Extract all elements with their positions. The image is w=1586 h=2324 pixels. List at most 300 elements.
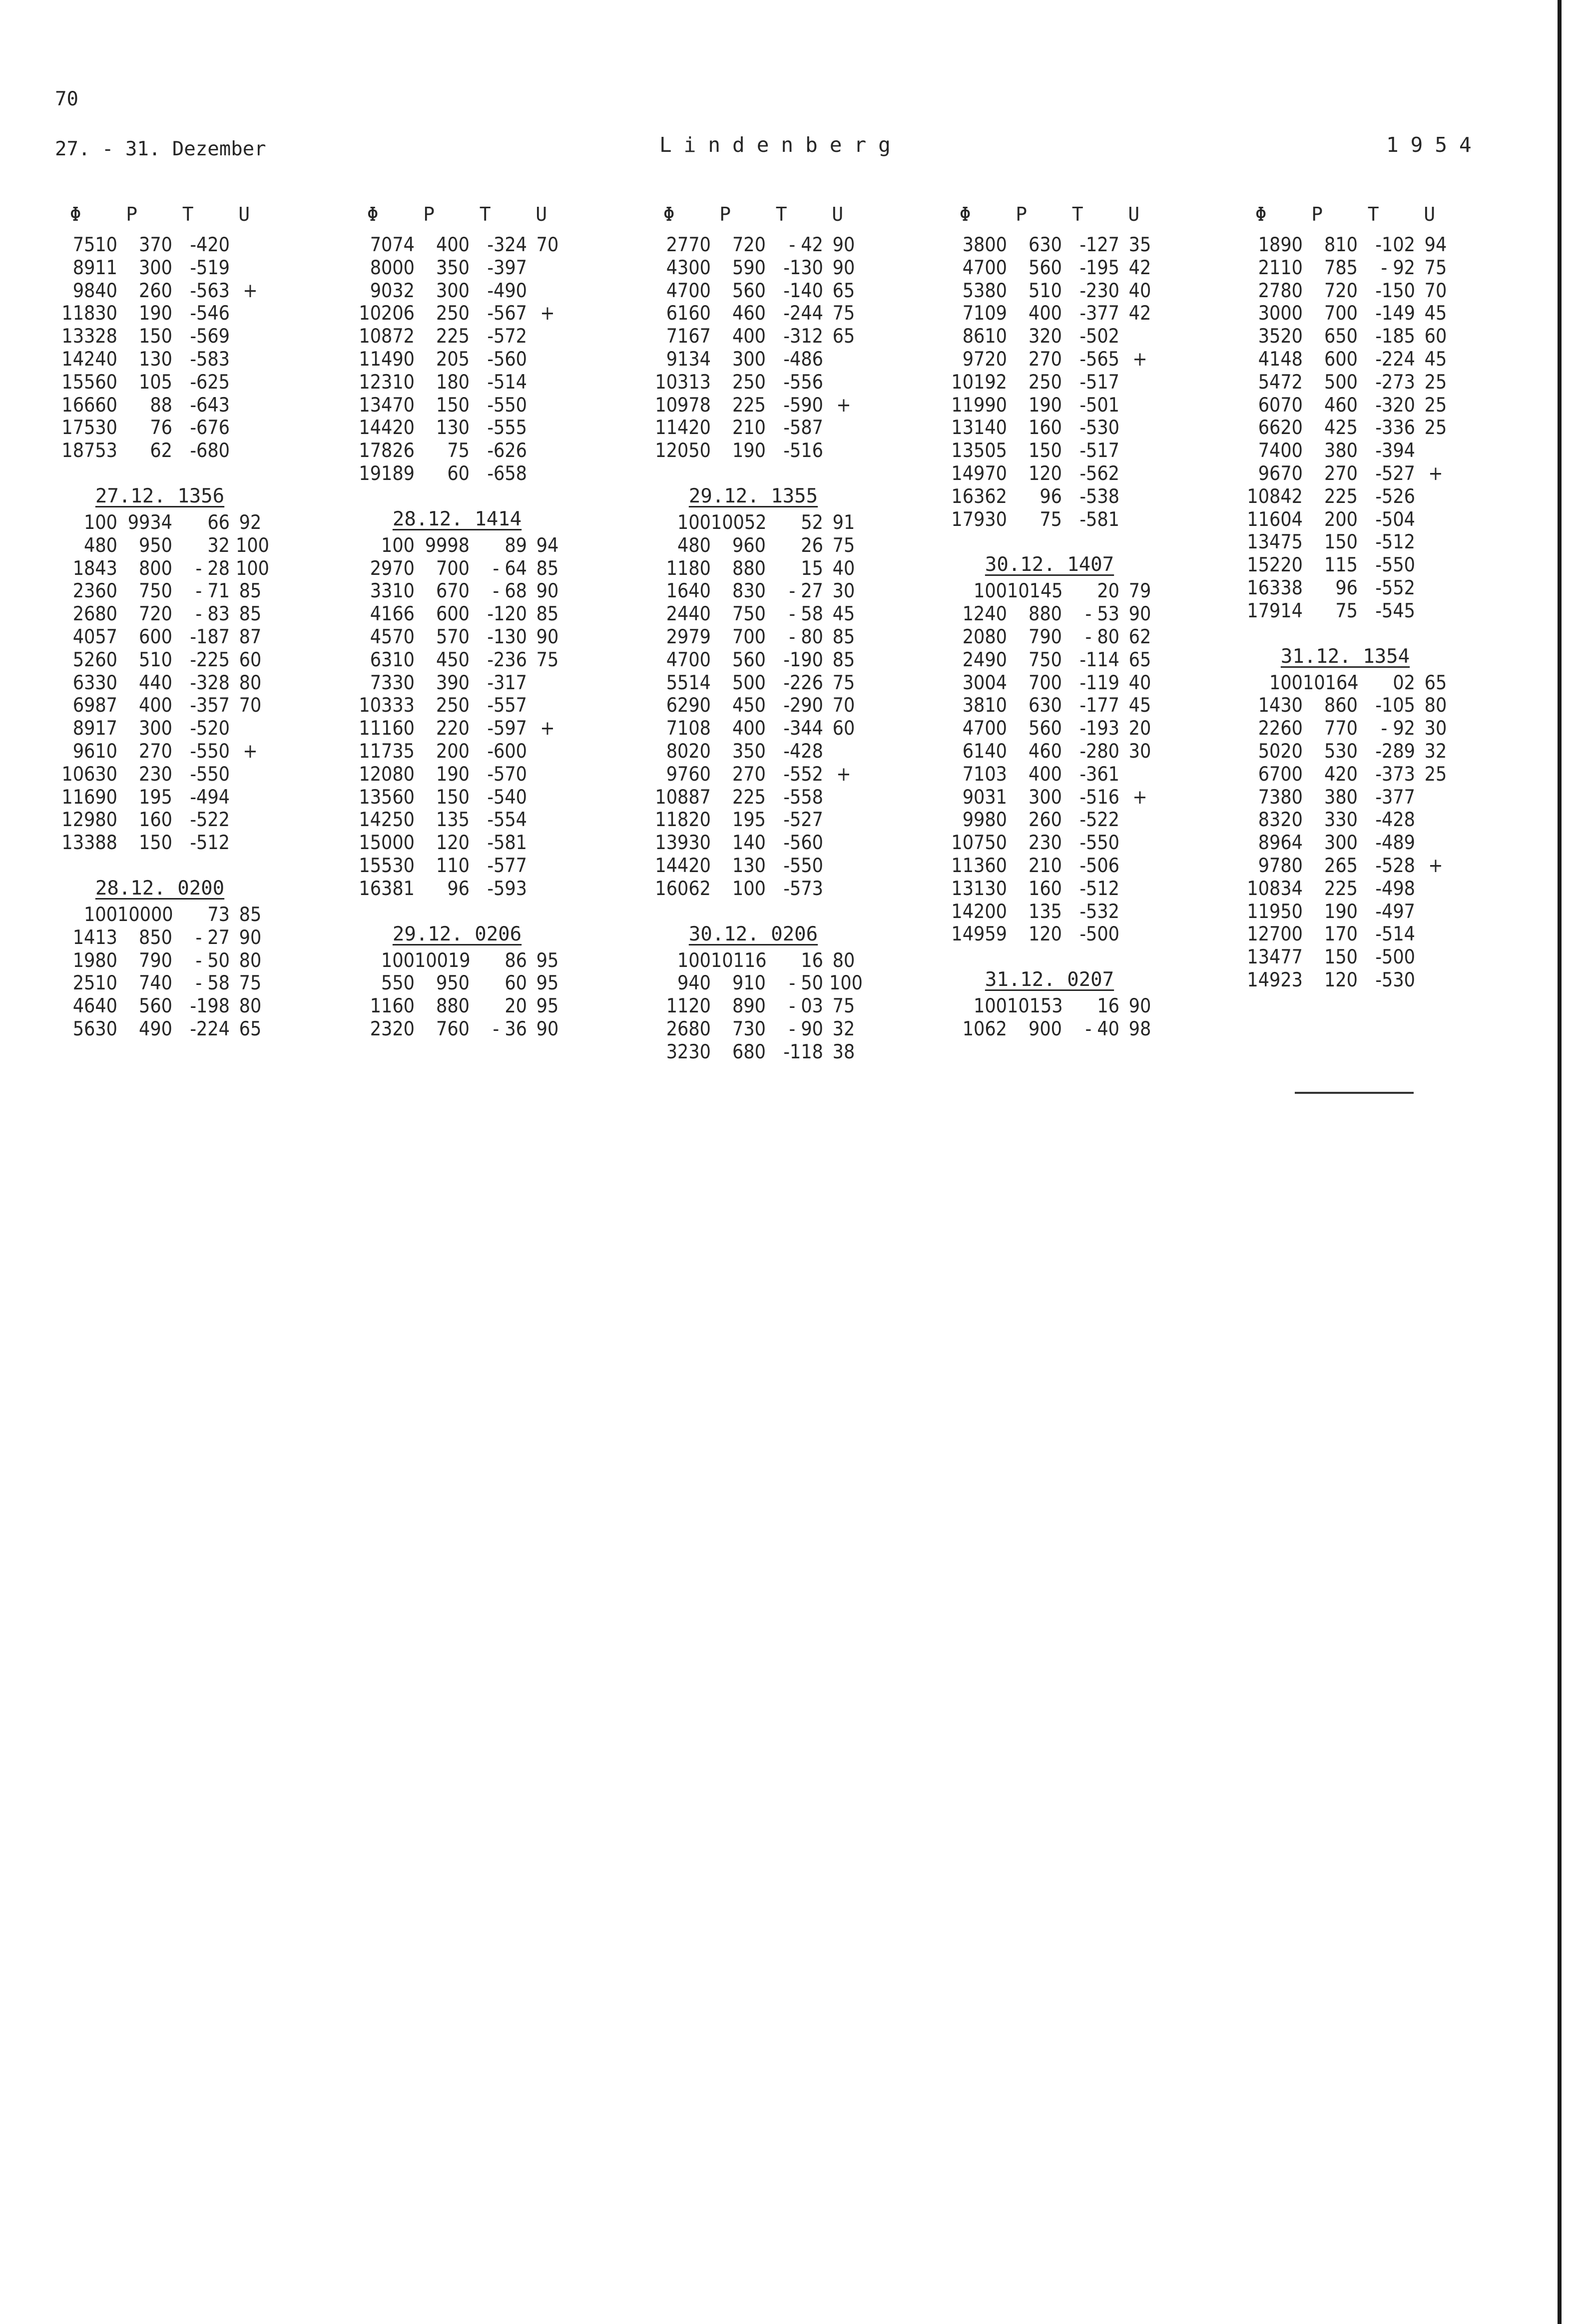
table-row [345,694,569,717]
phi-cell: 7167 [666,325,711,348]
table-row [641,280,866,303]
u-cell [230,302,265,325]
u-cell [823,417,858,440]
p-cell: 500 [732,671,766,694]
header-cell: Φ [1255,203,1267,225]
phi-cell: 100 [677,511,711,534]
t-cell: -550 [783,854,823,877]
u-cell: 65 [1128,648,1151,671]
p-cell: 96 [447,877,470,900]
p-cell: 190 [732,440,766,463]
column-header [47,195,272,234]
table-row [47,763,272,786]
table-row [641,371,866,394]
p-cell: 900 [1029,1017,1062,1040]
t-cell: -522 [1079,809,1119,832]
table-row [47,580,272,603]
u-cell [1415,786,1450,809]
phi-cell: 14250 [359,809,415,832]
t-cell: - 58 [789,603,823,626]
t-cell: -118 [783,1040,823,1063]
table-row [641,878,866,901]
u-cell: 25 [1424,394,1447,417]
sounding-title-text: 29.12. 1355 [688,484,818,507]
p-cell: 140 [732,832,766,855]
table-row [345,878,569,901]
phi-cell: 6290 [666,694,711,717]
p-cell: 250 [1029,371,1062,394]
t-cell: -428 [783,740,823,763]
u-cell: 30 [1424,717,1447,740]
t-cell: - 50 [789,972,823,995]
phi-cell: 16660 [61,394,117,417]
u-cell [1119,832,1154,855]
table-row [345,832,569,855]
p-cell: 120 [1029,923,1062,946]
phi-cell: 9760 [666,763,711,786]
p-cell: 510 [139,648,172,671]
table-row [1233,417,1458,440]
phi-cell: 4570 [370,625,415,648]
table-row [345,717,569,740]
u-cell: 25 [1424,371,1447,394]
table-row [1233,717,1458,740]
u-cell: 45 [1128,694,1151,717]
p-cell: 590 [732,256,766,279]
table-row [641,1041,866,1064]
u-cell [823,440,858,463]
u-cell: 100 [236,557,269,580]
u-cell [1119,371,1154,394]
t-cell: -140 [783,279,823,302]
u-cell: 65 [832,279,855,302]
table-row [937,809,1162,832]
t-cell: - 40 [1085,1017,1119,1040]
table-row [1233,946,1458,969]
table-row [47,740,272,763]
table-row [1233,694,1458,717]
phi-cell: 11604 [1247,508,1303,531]
u-cell [1119,463,1154,485]
table-row [47,927,272,949]
u-cell: 42 [1128,256,1151,279]
t-cell: 26 [801,534,823,557]
page-number: 70 [55,88,78,110]
u-cell: 70 [832,694,855,717]
t-cell: -527 [783,809,823,832]
u-cell: 80 [239,671,262,694]
table-row [1233,832,1458,855]
table-row [47,440,272,463]
u-cell: 85 [239,903,262,926]
phi-cell: 12700 [1247,923,1303,946]
t-cell: -187 [190,625,230,648]
phi-cell: 9610 [72,740,117,763]
u-cell [527,371,562,394]
p-cell: 380 [1324,786,1358,809]
u-cell [823,740,858,763]
header-cell: U [1128,203,1140,225]
table-row [641,786,866,809]
phi-cell: 4300 [666,256,711,279]
t-cell: -522 [190,809,230,832]
u-cell [1119,923,1154,946]
phi-cell: 12050 [655,440,711,463]
phi-cell: 2680 [72,603,117,626]
table-row [641,394,866,417]
table-row [47,809,272,832]
u-cell: 100 [236,534,269,557]
t-cell: - 58 [195,972,230,995]
p-cell: 130 [139,348,172,371]
phi-cell: 13560 [359,786,415,809]
u-cell: 95 [536,995,559,1018]
t-cell: -224 [1375,348,1415,371]
phi-cell: 16381 [359,877,415,900]
table-row [47,694,272,717]
table-row [47,1018,272,1041]
u-cell [1415,969,1450,992]
p-cell: 135 [1029,900,1062,923]
phi-cell: 1843 [72,557,117,580]
u-cell: 75 [239,972,262,995]
sounding-title-text: 31.12. 1354 [1280,645,1410,668]
p-cell: 150 [1324,531,1358,554]
u-cell [527,878,562,901]
table-row [641,1018,866,1041]
t-cell: -195 [1079,256,1119,279]
t-cell: -577 [487,854,527,877]
u-cell: 30 [832,580,855,603]
t-cell: -280 [1079,740,1119,763]
t-cell: -569 [190,325,230,348]
t-cell: -177 [1079,694,1119,717]
table-row [1233,394,1458,417]
phi-cell: 2320 [370,1017,415,1040]
p-cell: 460 [1324,394,1358,417]
phi-cell: 4700 [962,256,1007,279]
phi-cell: 2440 [666,603,711,626]
u-cell: 60 [832,717,855,740]
p-cell: 630 [1029,694,1062,717]
p-cell: 75 [1335,599,1358,622]
column-header [641,195,866,234]
t-cell: 89 [505,534,527,557]
p-cell: 190 [139,302,172,325]
p-cell: 75 [447,440,470,463]
p-cell: 120 [1324,968,1358,991]
t-cell: -504 [1375,508,1415,531]
u-cell: 90 [1128,995,1151,1018]
p-cell: 380 [1324,440,1358,463]
t-cell: -532 [1079,900,1119,923]
u-cell [1119,763,1154,786]
p-cell: 230 [1029,832,1062,855]
p-cell: 110 [436,854,470,877]
t-cell: -573 [783,877,823,900]
u-cell: 75 [536,648,559,671]
t-cell: -420 [190,234,230,256]
table-row [1233,280,1458,303]
header-cell: T [1071,203,1083,225]
t-cell: 52 [801,511,823,534]
phi-cell: 9134 [666,348,711,371]
u-cell [1415,600,1450,623]
t-cell: 16 [1097,995,1119,1018]
p-cell: 250 [436,302,470,325]
table-row [641,763,866,786]
p-cell: 450 [436,648,470,671]
p-cell: 770 [1324,717,1358,740]
p-cell: 600 [139,625,172,648]
u-cell: 70 [536,234,559,256]
u-cell [1415,923,1450,946]
p-cell: 300 [436,279,470,302]
t-cell: -500 [1375,946,1415,969]
u-cell: + [1428,462,1443,485]
phi-cell: 10834 [1247,877,1303,900]
phi-cell: 17826 [359,440,415,463]
phi-cell: 6620 [1258,417,1303,440]
u-cell [230,440,265,463]
t-cell: -230 [1079,279,1119,302]
phi-cell: 17914 [1247,599,1303,622]
t-cell: -114 [1079,648,1119,671]
phi-cell: 11490 [359,348,415,371]
table-row [345,740,569,763]
t-cell: - 71 [195,580,230,603]
u-cell: 90 [239,926,262,949]
phi-cell: 6987 [72,694,117,717]
table-row [345,257,569,280]
phi-cell: 15560 [61,371,117,394]
phi-cell: 17930 [951,508,1007,531]
table-row [1233,463,1458,485]
u-cell: 20 [1128,717,1151,740]
u-cell [1415,508,1450,531]
phi-cell: 10333 [359,694,415,717]
table-row [937,717,1162,740]
t-cell: - 80 [789,625,823,648]
t-cell: -502 [1079,325,1119,348]
table-row [937,580,1162,603]
table-row [937,694,1162,717]
t-cell: -127 [1079,234,1119,256]
t-cell: 32 [207,534,230,557]
u-cell [230,348,265,371]
phi-cell: 14923 [1247,968,1303,991]
table-row [345,649,569,672]
phi-cell: 3230 [666,1040,711,1063]
t-cell: -560 [487,348,527,371]
phi-cell: 3004 [962,671,1007,694]
table-row [345,809,569,832]
table-row [47,649,272,672]
table-row [47,626,272,649]
p-cell: 62 [150,440,172,463]
phi-cell: 13477 [1247,946,1303,969]
u-cell: + [836,394,851,417]
table-row [345,1018,569,1041]
p-cell: 960 [732,534,766,557]
t-cell: -516 [783,440,823,463]
phi-cell: 2110 [1258,256,1303,279]
table-row [641,626,866,649]
p-cell: 425 [1324,417,1358,440]
t-cell: -514 [1375,923,1415,946]
t-cell: -514 [487,371,527,394]
table-row [47,394,272,417]
phi-cell: 17530 [61,417,117,440]
p-cell: 210 [1029,854,1062,877]
table-row [1233,878,1458,901]
u-cell: 25 [1424,763,1447,786]
t-cell: -193 [1079,717,1119,740]
p-cell: 500 [1324,371,1358,394]
phi-cell: 18753 [61,440,117,463]
t-cell: -517 [1079,371,1119,394]
u-cell: 85 [536,557,559,580]
phi-cell: 13470 [359,394,415,417]
u-cell: 45 [832,603,855,626]
u-cell: 32 [1424,740,1447,763]
u-cell [1415,878,1450,901]
header-cell: U [832,203,844,225]
table-row [1233,809,1458,832]
u-cell [823,809,858,832]
p-cell: 785 [1324,256,1358,279]
table-row [1233,325,1458,348]
p-cell: 115 [1324,554,1358,577]
t-cell: -324 [487,234,527,256]
t-cell: - 64 [493,557,527,580]
table-row [345,580,569,603]
p-cell: 490 [139,1017,172,1040]
t-cell: 60 [505,972,527,995]
p-cell: 230 [139,763,172,786]
p-cell: 560 [732,279,766,302]
table-row [345,348,569,371]
t-cell: -244 [783,302,823,325]
table-row [937,348,1162,371]
u-cell [230,417,265,440]
u-cell: 91 [832,511,855,534]
u-cell: 90 [536,1017,559,1040]
u-cell [1415,577,1450,600]
header-cell: Φ [959,203,971,225]
phi-cell: 2260 [1258,717,1303,740]
t-cell: - 90 [789,1017,823,1040]
p-cell: 10153 [1007,995,1063,1018]
t-cell: -185 [1375,325,1415,348]
header-cell: U [535,203,547,225]
table-row [937,440,1162,463]
u-cell: 70 [239,694,262,717]
t-cell: -225 [190,648,230,671]
p-cell: 730 [732,1017,766,1040]
phi-cell: 8911 [72,256,117,279]
p-cell: 300 [732,348,766,371]
t-cell: -289 [1375,740,1415,763]
table-row [641,740,866,763]
p-cell: 440 [139,671,172,694]
u-cell [527,832,562,855]
phi-cell: 5260 [72,648,117,671]
phi-cell: 7108 [666,717,711,740]
phi-cell: 6140 [962,740,1007,763]
t-cell: 20 [505,995,527,1018]
t-cell: -226 [783,671,823,694]
p-cell: 720 [139,603,172,626]
p-cell: 10052 [711,511,767,534]
p-cell: 460 [1029,740,1062,763]
phi-cell: 13130 [951,877,1007,900]
t-cell: -527 [1375,462,1415,485]
phi-cell: 4148 [1258,348,1303,371]
t-cell: 16 [801,949,823,972]
u-cell: 25 [1424,417,1447,440]
p-cell: 190 [1029,394,1062,417]
phi-cell: 7510 [72,234,117,256]
t-cell: -562 [1079,462,1119,485]
p-cell: 260 [139,279,172,302]
p-cell: 225 [732,786,766,809]
table-row [641,672,866,695]
u-cell [823,878,858,901]
p-cell: 740 [139,972,172,995]
t-cell: -150 [1375,279,1415,302]
phi-cell: 10206 [359,302,415,325]
u-cell: 75 [832,995,855,1018]
t-cell: 20 [1097,580,1119,603]
u-cell [230,832,265,855]
phi-cell: 100 [677,949,711,972]
t-cell: -394 [1375,440,1415,463]
p-cell: 800 [139,557,172,580]
phi-cell: 3800 [962,234,1007,256]
p-cell: 220 [436,717,470,740]
t-cell: -328 [190,671,230,694]
u-cell [527,763,562,786]
header-cell: P [126,203,138,225]
header-cell: T [479,203,491,225]
table-row [345,463,569,485]
p-cell: 75 [1040,508,1062,531]
header-cell: Φ [69,203,81,225]
table-row [1233,672,1458,695]
t-cell: -565 [1079,348,1119,371]
phi-cell: 14420 [655,854,711,877]
p-cell: 700 [1029,671,1062,694]
p-cell: 810 [1324,234,1358,256]
table-row [1233,348,1458,371]
p-cell: 225 [1324,485,1358,508]
t-cell: -130 [487,625,527,648]
table-row [47,417,272,440]
table-row [641,649,866,672]
t-cell: -546 [190,302,230,325]
phi-cell: 6700 [1258,763,1303,786]
t-cell: -361 [1079,763,1119,786]
phi-cell: 5380 [962,279,1007,302]
table-row [47,832,272,855]
table-row [641,234,866,257]
phi-cell: 2780 [1258,279,1303,302]
p-cell: 120 [436,832,470,855]
p-cell: 400 [1029,302,1062,325]
t-cell: -600 [487,740,527,763]
u-cell: 80 [239,995,262,1018]
